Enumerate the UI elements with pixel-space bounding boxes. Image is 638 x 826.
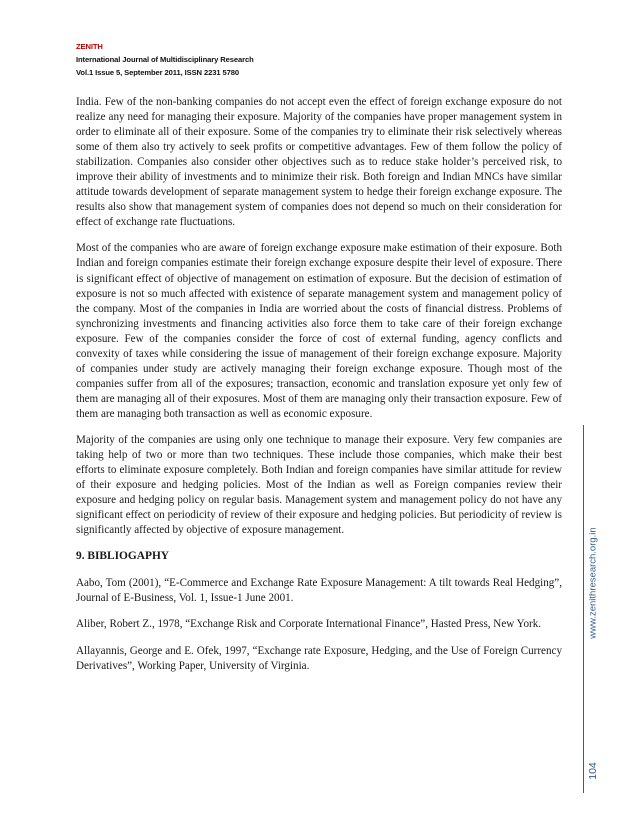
website-url: www.zenithresearch.org.in bbox=[587, 527, 599, 639]
page-number: 104 bbox=[587, 762, 599, 780]
issue-line: Vol.1 Issue 5, September 2011, ISSN 2231 5780 bbox=[76, 68, 239, 77]
body-paragraph: Majority of the companies are using only one technique to manage their exposure. Very few companies are taking help of two or more than two techniques. These include those companies, which make their best efforts to eliminate exposure completely. Both Indian and foreign companies have similar attitude for review of their exposure and hedging policies. Most of the Indian as well as Foreign companies review their exposure and hedging policy on regular basis. Management system and management policy do not have any significant effect on periodicity of review of their exposure and hedging policies. But periodicity of review is significantly affected by objective of exposure management. bbox=[76, 433, 562, 537]
journal-name: ZENITH bbox=[76, 42, 103, 51]
bibliography-entry: Allayannis, George and E. Ofek, 1997, “Exchange rate Exposure, Hedging, and the Use of Foreign Currency Derivatives”, Working Paper, University of Virginia. bbox=[76, 644, 562, 672]
journal-header bbox=[76, 40, 476, 79]
side-rule bbox=[583, 425, 584, 793]
journal-title: International Journal of Multidisciplinary Research bbox=[76, 55, 254, 64]
article-body bbox=[76, 95, 562, 685]
bibliography-entry: Aliber, Robert Z., 1978, “Exchange Risk and Corporate International Finance”, Hasted Press, New York. bbox=[76, 618, 542, 631]
body-paragraph: Most of the companies who are aware of foreign exchange exposure make estimation of their exposure. Both Indian and foreign companies estimate their foreign exchange exposure despite their level of exposure. There is significant effect of objective of management on estimation of exposure. But the decision of estimation of exposure is not so much affected with existence of separate management system and management policy of the company. Most of the companies in India are worried about the costs of financial distress. Problems of synchronizing investments and financing activities also force them to take care of their foreign exchange exposure. Few of the companies consider the force of cost of external funding, agency conflicts and convexity of taxes while considering the issue of management of their foreign exchange exposure. Majority of companies under study are actively managing their foreign exchange exposure. Though most of the companies suffer from all of the exposures; transaction, economic and translation exposure yet only few of them are managing all of their exposures. Most of them are managing only their transaction exposure. Few of them are managing both transaction as well as economic exposure. bbox=[76, 242, 562, 420]
bibliography-heading: 9. BIBLIOGAPHY bbox=[76, 550, 170, 563]
bibliography-entry: Aabo, Tom (2001), “E-Commerce and Exchange Rate Exposure Management: A tilt towards Real Hedging”, Journal of E-Business, Vol. 1, Issue-1 June 2001. bbox=[76, 577, 562, 605]
body-paragraph: India. Few of the non-banking companies do not accept even the effect of foreign exchange exposure do not realize any need for managing their exposure. Majority of the companies have proper management system in order to eliminate all of their exposure. Some of the companies try to eliminate their risk selectively whereas some of them also try actively to seek profits or competitive advantages. Few of them follow the policy of stabilization. Companies also consider other objectives such as to reduce stake holder’s perceived risk, to improve their ability of investments and to minimize their risk. Both foreign and Indian MNCs have similar attitude towards development of separate management system to hedge their foreign exchange exposure. The results also show that management system of companies does not depend so much on their consideration for effect of exchange rate fluctuations. bbox=[76, 96, 562, 229]
